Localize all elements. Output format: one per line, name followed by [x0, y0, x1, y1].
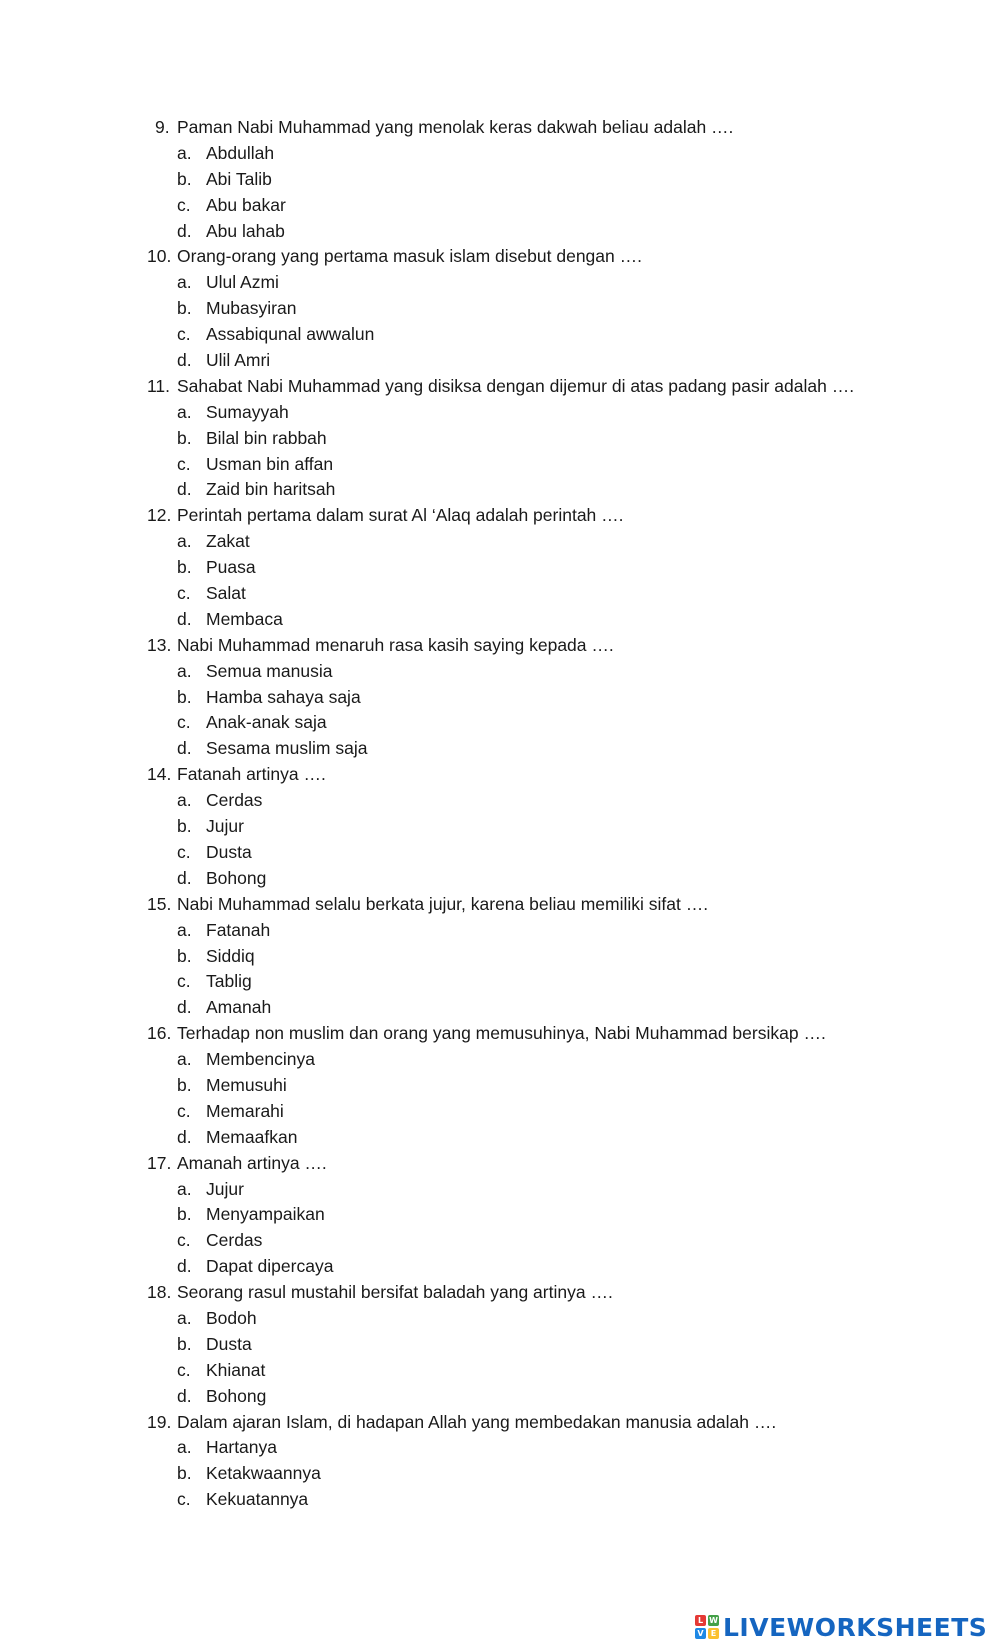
answer-option[interactable] — [147, 685, 967, 711]
option-text: Memusuhi — [206, 1074, 287, 1095]
answer-option[interactable] — [147, 400, 967, 426]
answer-option[interactable] — [147, 296, 967, 322]
option-letter: a. — [177, 1049, 192, 1070]
question-text: Nabi Muhammad selalu berkata jujur, karena beliau memiliki sifat …. — [177, 893, 709, 914]
question-row — [147, 1280, 967, 1306]
option-text: Bodoh — [206, 1307, 257, 1328]
question-text: Dalam ajaran Islam, di hadapan Allah yang membedakan manusia adalah …. — [177, 1411, 777, 1432]
question-row — [147, 244, 967, 270]
question-block — [147, 244, 967, 373]
answer-option[interactable] — [147, 141, 967, 167]
option-letter: d. — [177, 1385, 192, 1406]
question-row — [147, 374, 967, 400]
option-text: Ketakwaannya — [206, 1463, 321, 1484]
answer-option[interactable] — [147, 944, 967, 970]
option-letter: a. — [177, 1437, 192, 1458]
question-text: Fatanah artinya …. — [177, 764, 326, 785]
question-row — [147, 115, 967, 141]
option-letter: a. — [177, 142, 192, 163]
option-letter: c. — [177, 194, 191, 215]
answer-option[interactable] — [147, 607, 967, 633]
answer-option[interactable] — [147, 659, 967, 685]
question-block — [147, 633, 967, 762]
question-text: Nabi Muhammad menaruh rasa kasih saying kepada …. — [177, 634, 614, 655]
option-letter: b. — [177, 816, 192, 837]
question-text: Seorang rasul mustahil bersifat baladah yang artinya …. — [177, 1282, 613, 1303]
question-block — [147, 115, 967, 244]
option-letter: c. — [177, 324, 191, 345]
question-row — [147, 1021, 967, 1047]
option-text: Bilal bin rabbah — [206, 427, 327, 448]
answer-option[interactable] — [147, 270, 967, 296]
question-row — [147, 762, 967, 788]
option-text: Zakat — [206, 531, 250, 552]
question-number: 18. — [147, 1282, 172, 1303]
question-row — [147, 892, 967, 918]
answer-option[interactable] — [147, 1384, 967, 1410]
question-block — [147, 892, 967, 1021]
option-text: Khianat — [206, 1359, 266, 1380]
option-letter: a. — [177, 401, 192, 422]
option-letter: a. — [177, 272, 192, 293]
option-text: Mubasyiran — [206, 298, 297, 319]
answer-option[interactable] — [147, 788, 967, 814]
option-text: Abu bakar — [206, 194, 286, 215]
option-letter: c. — [177, 1230, 191, 1251]
logo-tile-v: V — [695, 1628, 706, 1639]
option-text: Memarahi — [206, 1100, 284, 1121]
question-number: 11. — [147, 375, 171, 396]
option-letter: d. — [177, 608, 192, 629]
option-letter: c. — [177, 583, 191, 604]
question-text: Amanah artinya …. — [177, 1152, 327, 1173]
question-text: Perintah pertama dalam surat Al ‘Alaq adalah perintah …. — [177, 505, 624, 526]
answer-option[interactable] — [147, 736, 967, 762]
option-text: Sumayyah — [206, 401, 289, 422]
option-text: Abi Talib — [206, 168, 272, 189]
logo-tile-e: E — [708, 1628, 719, 1639]
option-letter: a. — [177, 790, 192, 811]
question-number: 15. — [147, 893, 172, 914]
option-letter: b. — [177, 168, 192, 189]
logo-tile-w: W — [709, 1616, 718, 1625]
answer-option[interactable] — [147, 1047, 967, 1073]
option-letter: d. — [177, 220, 192, 241]
question-number: 16. — [147, 1023, 172, 1044]
answer-option[interactable] — [147, 1202, 967, 1228]
question-row — [147, 1151, 967, 1177]
option-letter: b. — [177, 427, 192, 448]
question-row — [147, 503, 967, 529]
option-letter: b. — [177, 945, 192, 966]
option-text: Tablig — [206, 971, 252, 992]
option-letter: a. — [177, 531, 192, 552]
question-text: Paman Nabi Muhammad yang menolak keras dakwah beliau adalah …. — [177, 117, 734, 137]
option-letter: c. — [177, 841, 191, 862]
answer-option[interactable] — [147, 1461, 967, 1487]
option-text: Dusta — [206, 1333, 252, 1354]
option-text: Assabiqunal awwalun — [206, 324, 375, 345]
liveworksheets-wordmark: LIVEWORKSHEETS — [723, 1612, 988, 1642]
option-text: Menyampaikan — [206, 1204, 325, 1225]
answer-option[interactable] — [147, 1254, 967, 1280]
answer-option[interactable] — [147, 348, 967, 374]
option-letter: c. — [177, 1489, 191, 1510]
option-letter: d. — [177, 1256, 192, 1277]
answer-option[interactable] — [147, 452, 967, 478]
option-letter: a. — [177, 1307, 192, 1328]
option-letter: c. — [177, 1359, 191, 1380]
question-block — [147, 1151, 967, 1280]
option-letter: d. — [177, 479, 192, 500]
answer-option[interactable] — [147, 1073, 967, 1099]
question-row — [147, 633, 967, 659]
option-text: Jujur — [206, 816, 244, 837]
option-text: Siddiq — [206, 945, 255, 966]
question-number: 13. — [147, 634, 172, 655]
question-block — [147, 1410, 967, 1514]
answer-option[interactable] — [147, 193, 967, 219]
question-number: 10. — [147, 246, 172, 267]
option-text: Abdullah — [206, 142, 275, 163]
option-letter: c. — [177, 971, 191, 992]
option-text: Ulul Azmi — [206, 272, 279, 293]
option-letter: a. — [177, 919, 192, 940]
question-number: 9. — [155, 117, 170, 137]
question-block — [147, 1280, 967, 1409]
question-block — [147, 1021, 967, 1150]
worksheet-questions — [147, 115, 967, 1513]
question-text: Terhadap non muslim dan orang yang memusuhinya, Nabi Muhammad bersikap …. — [177, 1023, 826, 1044]
option-text: Memaafkan — [206, 1126, 298, 1147]
question-block — [147, 762, 967, 891]
answer-option[interactable] — [147, 1125, 967, 1151]
option-text: Bohong — [206, 867, 267, 888]
answer-option[interactable] — [147, 555, 967, 581]
answer-option[interactable] — [147, 918, 967, 944]
option-text: Hartanya — [206, 1437, 278, 1458]
option-text: Fatanah — [206, 919, 271, 940]
question-row — [147, 1410, 967, 1436]
answer-option[interactable] — [147, 1487, 967, 1513]
answer-option[interactable] — [147, 1228, 967, 1254]
option-text: Membaca — [206, 608, 283, 629]
option-text: Ulil Amri — [206, 350, 271, 371]
option-text: Cerdas — [206, 1230, 263, 1251]
option-letter: c. — [177, 1100, 191, 1121]
question-text: Orang-orang yang pertama masuk islam disebut dengan …. — [177, 246, 642, 267]
answer-option[interactable] — [147, 1177, 967, 1203]
option-letter: b. — [177, 1463, 192, 1484]
answer-option[interactable] — [147, 219, 967, 245]
liveworksheets-logo-icon — [695, 1615, 719, 1639]
option-text: Bohong — [206, 1385, 267, 1406]
answer-option[interactable] — [147, 529, 967, 555]
answer-option[interactable] — [147, 710, 967, 736]
question-number: 19. — [147, 1411, 172, 1432]
option-text: Kekuatannya — [206, 1489, 309, 1510]
option-letter: a. — [177, 1178, 192, 1199]
answer-option[interactable] — [147, 426, 967, 452]
option-text: Cerdas — [206, 790, 263, 811]
answer-option[interactable] — [147, 1332, 967, 1358]
answer-option[interactable] — [147, 969, 967, 995]
option-letter: d. — [177, 350, 192, 371]
option-text: Anak-anak saja — [206, 712, 327, 733]
option-text: Abu lahab — [206, 220, 285, 241]
option-letter: c. — [177, 453, 191, 474]
option-text: Amanah — [206, 997, 272, 1018]
option-letter: d. — [177, 997, 192, 1018]
option-letter: d. — [177, 738, 192, 759]
option-letter: b. — [177, 298, 192, 319]
option-text: Sesama muslim saja — [206, 738, 368, 759]
option-letter: b. — [177, 686, 192, 707]
answer-option[interactable] — [147, 477, 967, 503]
liveworksheets-logo[interactable] — [695, 1612, 987, 1642]
option-letter: b. — [177, 557, 192, 578]
option-letter: b. — [177, 1074, 192, 1095]
answer-option[interactable] — [147, 1435, 967, 1461]
answer-option[interactable] — [147, 995, 967, 1021]
question-number: 12. — [147, 505, 172, 526]
answer-option[interactable] — [147, 1099, 967, 1125]
question-number: 14. — [147, 764, 172, 785]
answer-option[interactable] — [147, 814, 967, 840]
option-text: Semua manusia — [206, 660, 333, 681]
option-text: Dapat dipercaya — [206, 1256, 334, 1277]
answer-option[interactable] — [147, 1306, 967, 1332]
option-text: Usman bin affan — [206, 453, 334, 474]
option-letter: a. — [177, 660, 192, 681]
answer-option[interactable] — [147, 581, 967, 607]
answer-option[interactable] — [147, 322, 967, 348]
question-block — [147, 374, 967, 503]
option-text: Jujur — [206, 1178, 244, 1199]
option-letter: b. — [177, 1333, 192, 1354]
answer-option[interactable] — [147, 167, 967, 193]
option-text: Membencinya — [206, 1049, 315, 1070]
question-text: Sahabat Nabi Muhammad yang disiksa dengan dijemur di atas padang pasir adalah …. — [177, 375, 855, 396]
option-letter: d. — [177, 1126, 192, 1147]
answer-option[interactable] — [147, 866, 967, 892]
option-letter: b. — [177, 1204, 192, 1225]
option-text: Hamba sahaya saja — [206, 686, 361, 707]
answer-option[interactable] — [147, 840, 967, 866]
option-text: Dusta — [206, 841, 252, 862]
option-text: Puasa — [206, 557, 256, 578]
option-text: Salat — [206, 583, 246, 604]
logo-tile-l: L — [695, 1615, 706, 1626]
answer-option[interactable] — [147, 1358, 967, 1384]
question-block — [147, 503, 967, 632]
option-text: Zaid bin haritsah — [206, 479, 336, 500]
question-number: 17. — [147, 1152, 172, 1173]
option-letter: c. — [177, 712, 191, 733]
option-letter: d. — [177, 867, 192, 888]
